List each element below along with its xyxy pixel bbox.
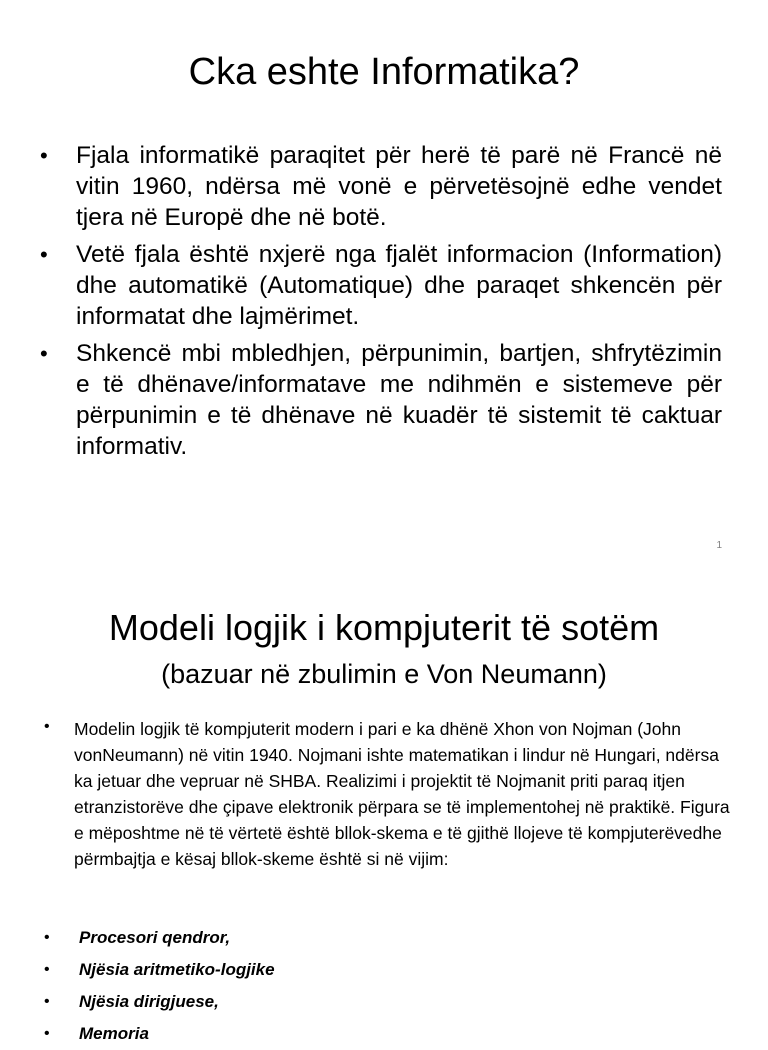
list-item: [40, 954, 720, 986]
bullet-icon: •: [40, 242, 48, 267]
list-item: [40, 239, 722, 332]
bullet-icon: •: [44, 961, 50, 978]
list-item-text: Vetë fjala është nxjerë nga fjalët informacion (Information) dhe automatikë (Automatique) dhe paraqet shkencën për informatat dhe lajmërimet.: [76, 241, 722, 330]
page-number: 1: [716, 540, 722, 551]
list-item: [40, 338, 722, 462]
component-list: [40, 922, 720, 1050]
slide-2: [0, 570, 768, 1043]
bullet-list: [40, 140, 722, 468]
bullet-icon: •: [44, 718, 50, 735]
list-item: [40, 1018, 720, 1050]
list-item-text: Njësia dirigjuese,: [79, 992, 219, 1011]
list-item-text: Fjala informatikë paraqitet për herë të parë në Francë në vitin 1960, ndërsa më vonë e përvetësojnë edhe vendet tjera në Europë dhe në botë.: [76, 142, 722, 231]
list-item-text: Procesori qendror,: [79, 928, 231, 947]
slide-title: Cka eshte Informatika?: [188, 51, 580, 93]
intro-paragraph: [40, 716, 730, 872]
bullet-icon: •: [44, 1025, 50, 1042]
slide-title: Modeli logjik i kompjuterit të sotëm: [108, 607, 660, 648]
intro-text-1: Modelin logjik të kompjuterit modern i pari e ka dhënë Xhon von Nojman (John vonNeumann) në vitin 1940. Nojmani ishte matematikan i lindur në Hungari, ndërsa: [74, 719, 719, 765]
list-item-text: Njësia aritmetiko-logjike: [79, 960, 275, 979]
bullet-icon: •: [44, 929, 50, 946]
bullet-icon: •: [40, 143, 48, 168]
bullet-icon: •: [40, 341, 48, 366]
bullet-icon: •: [44, 993, 50, 1010]
intro-text-2: ka jetuar dhe vepruar në SHBA. Realizimi i projektit të Nojmanit priti paraq itjen etranzistorëve dhe çipave elektronik përpara se të implementohej në praktikë. Figura e mëposhtme në të vërtetë është bllok-skema e të gjithë llojeve të kompjuterëvedhe përmbajtja e kësaj bllok-skeme është si në vijim:: [74, 771, 730, 869]
list-item: [40, 140, 722, 233]
list-item-text: Memoria: [79, 1024, 149, 1043]
slide-subtitle: (bazuar në zbulimin e Von Neumann): [161, 659, 607, 689]
list-item: [40, 986, 720, 1018]
list-item: [40, 922, 720, 954]
list-item-text: Shkencë mbi mbledhjen, përpunimin, bartjen, shfrytëzimin e të dhënave/informatave me ndihmën e sistemeve për përpunimin e të dhënave në kuadër të sistemit të caktuar informativ.: [76, 340, 722, 460]
